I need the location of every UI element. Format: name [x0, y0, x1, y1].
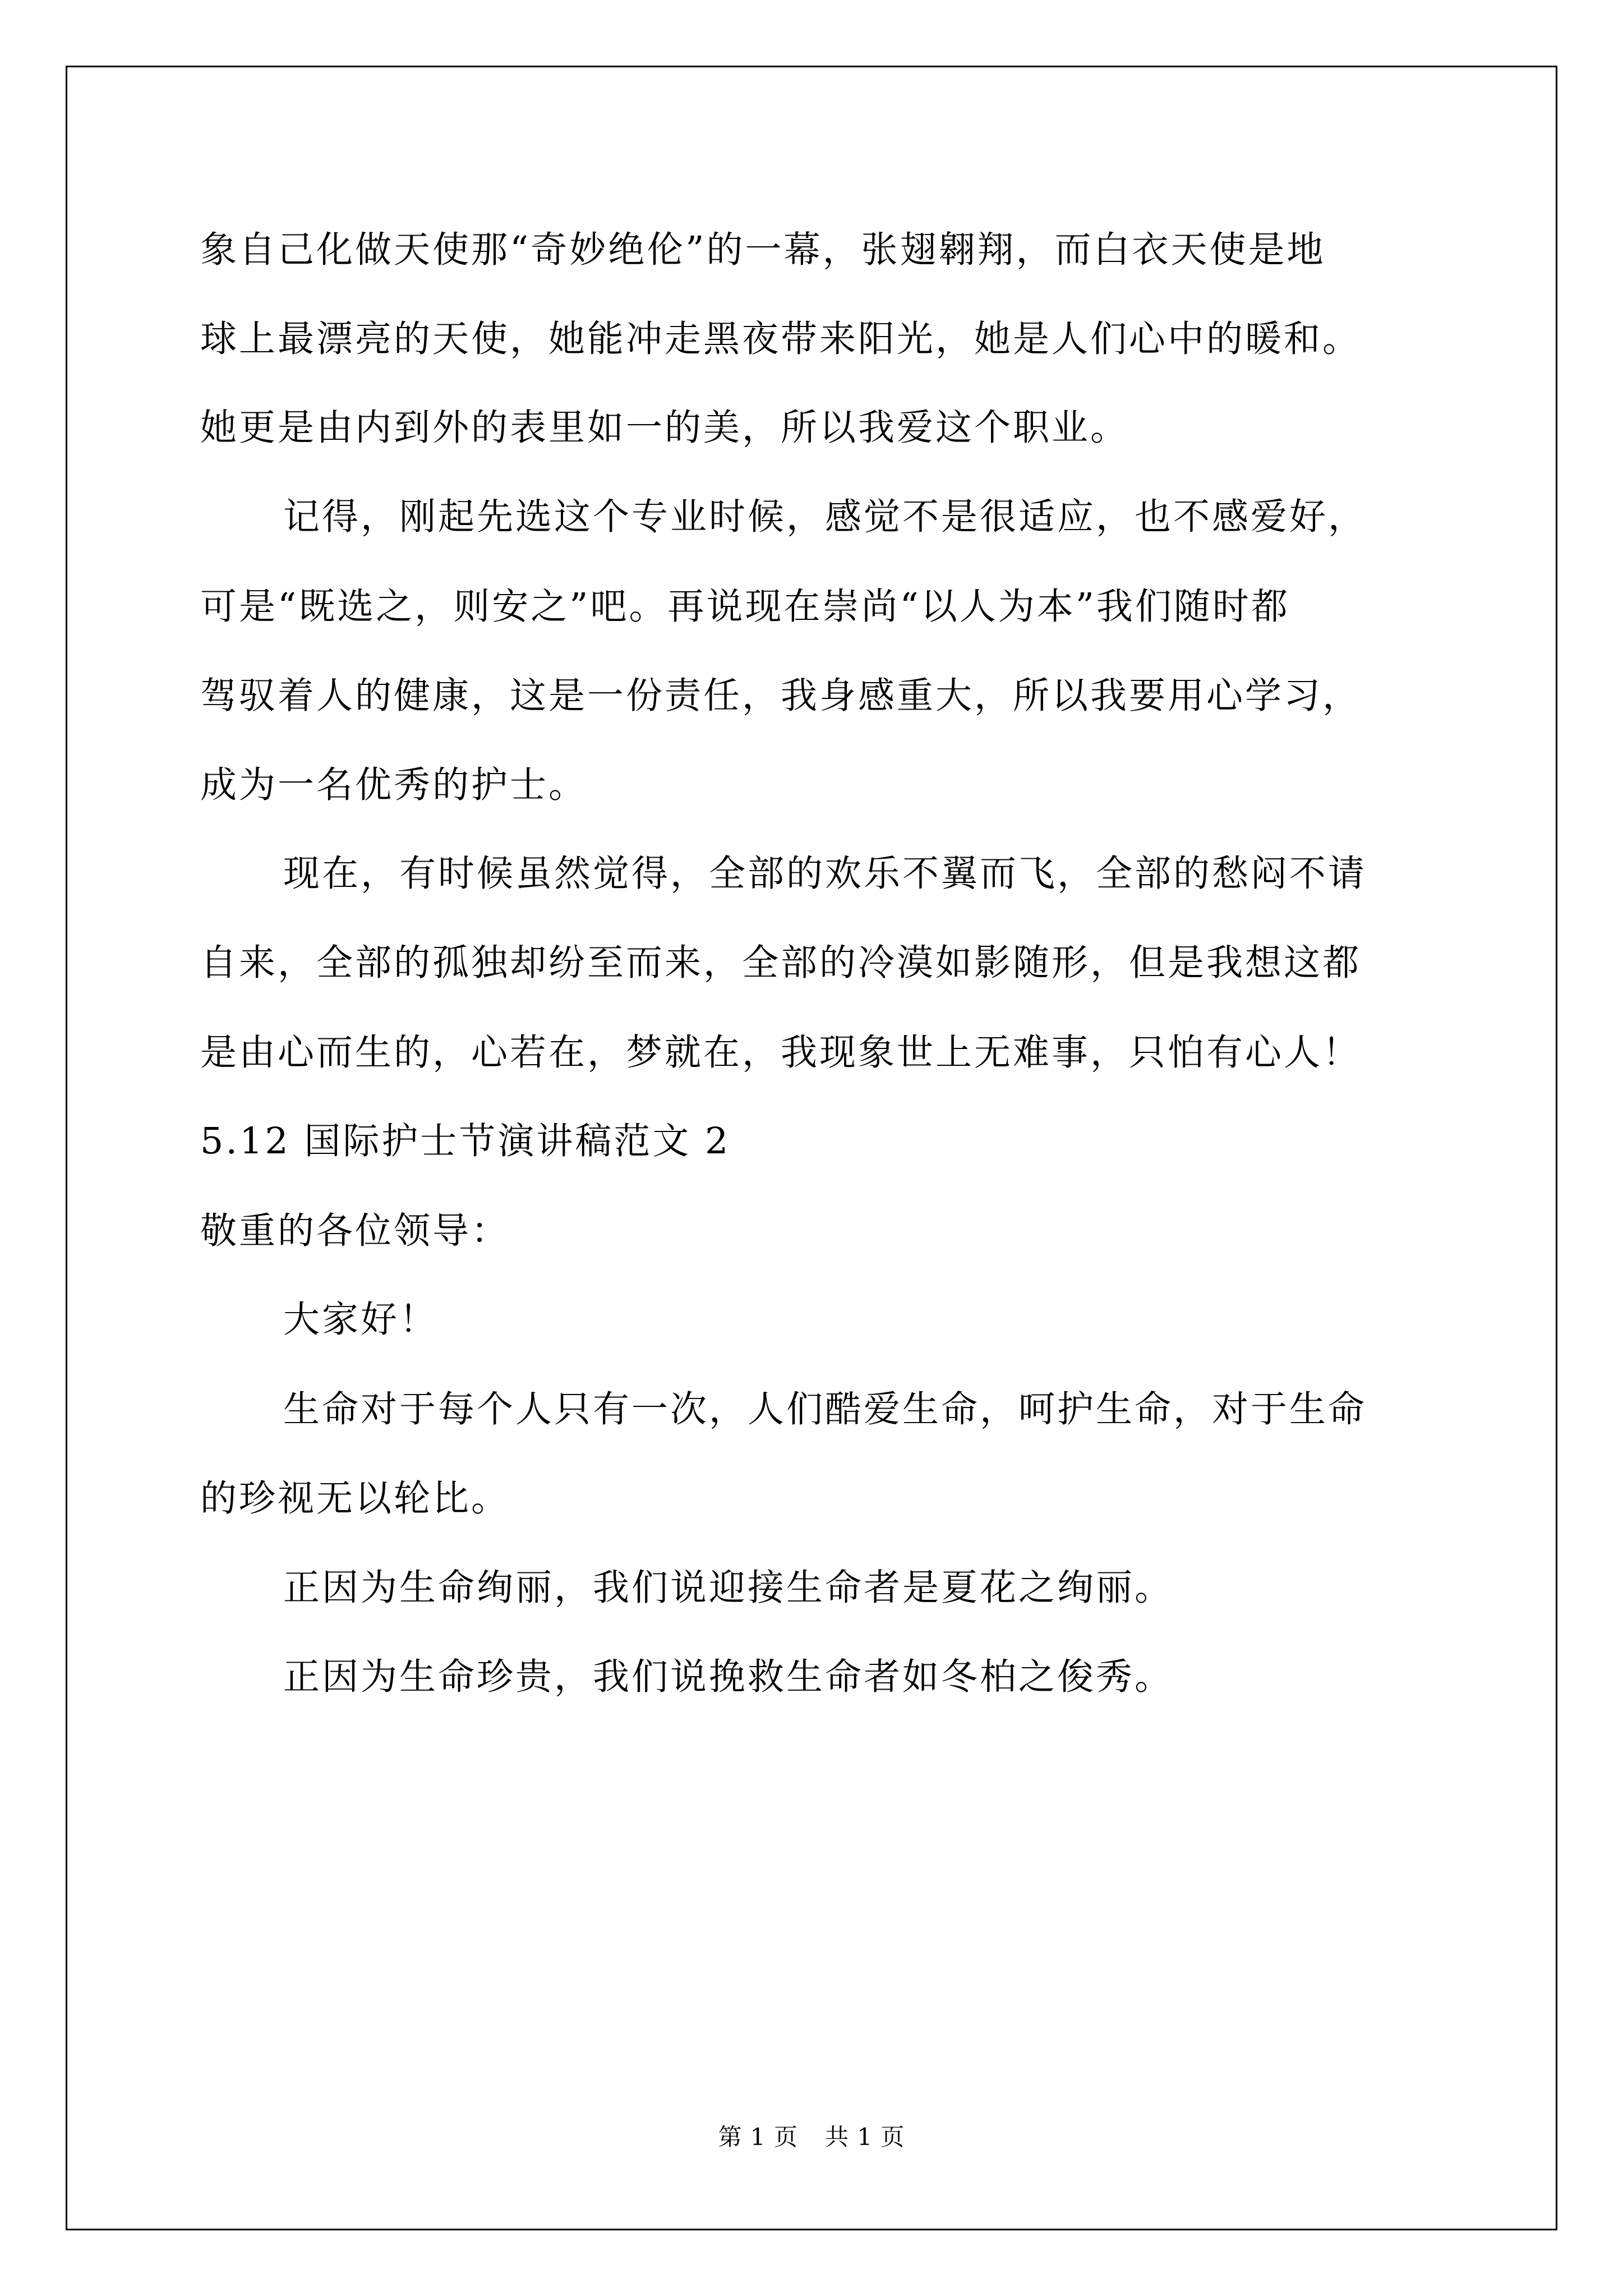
page-footer	[0, 2123, 1623, 2152]
greeting: 大家好！	[283, 1299, 439, 1341]
page-total: 共 1 页	[825, 2123, 905, 2151]
paragraph-line: 象自己化做天使那“奇妙绝伦”的一幕，张翅翱翔，而白衣天使是地	[200, 229, 1326, 271]
paragraph-line: 她更是由内到外的表里如一的美，所以我爱这个职业。	[200, 407, 1129, 449]
paragraph-line: 是由心而生的，心若在，梦就在，我现象世上无难事，只怕有心人！	[200, 1032, 1362, 1074]
paragraph-line: 记得，刚起先选这个专业时候，感觉不是很适应，也不感爱好，	[283, 496, 1367, 538]
paragraph-line: 正因为生命绚丽，我们说迎接生命者是夏花之绚丽。	[283, 1567, 1174, 1609]
paragraph-line: 现在，有时候虽然觉得，全部的欢乐不翼而飞，全部的愁闷不请	[283, 853, 1367, 895]
paragraph-line: 的珍视无以轮比。	[200, 1478, 510, 1520]
paragraph-line: 驾驭着人的健康，这是一份责任，我身感重大，所以我要用心学习，	[200, 675, 1362, 717]
paragraph-line: 成为一名优秀的护士。	[200, 764, 588, 806]
page-number: 第 1 页	[718, 2123, 798, 2151]
section-heading: 5.12 国际护士节演讲稿范文 2	[200, 1120, 731, 1162]
salutation: 敬重的各位领导：	[200, 1210, 510, 1252]
paragraph-line: 正因为生命珍贵，我们说挽救生命者如冬柏之俊秀。	[283, 1656, 1174, 1698]
paragraph-line: 球上最漂亮的天使，她能冲走黑夜带来阳光，她是人们心中的暖和。	[200, 318, 1362, 360]
paragraph-line: 生命对于每个人只有一次，人们酷爱生命，呵护生命，对于生命	[283, 1388, 1367, 1430]
paragraph-line: 可是“既选之，则安之”吧。再说现在崇尚“以人为本”我们随时都	[200, 586, 1290, 628]
paragraph-line: 自来，全部的孤独却纷至而来，全部的冷漠如影随形，但是我想这都	[200, 942, 1362, 984]
